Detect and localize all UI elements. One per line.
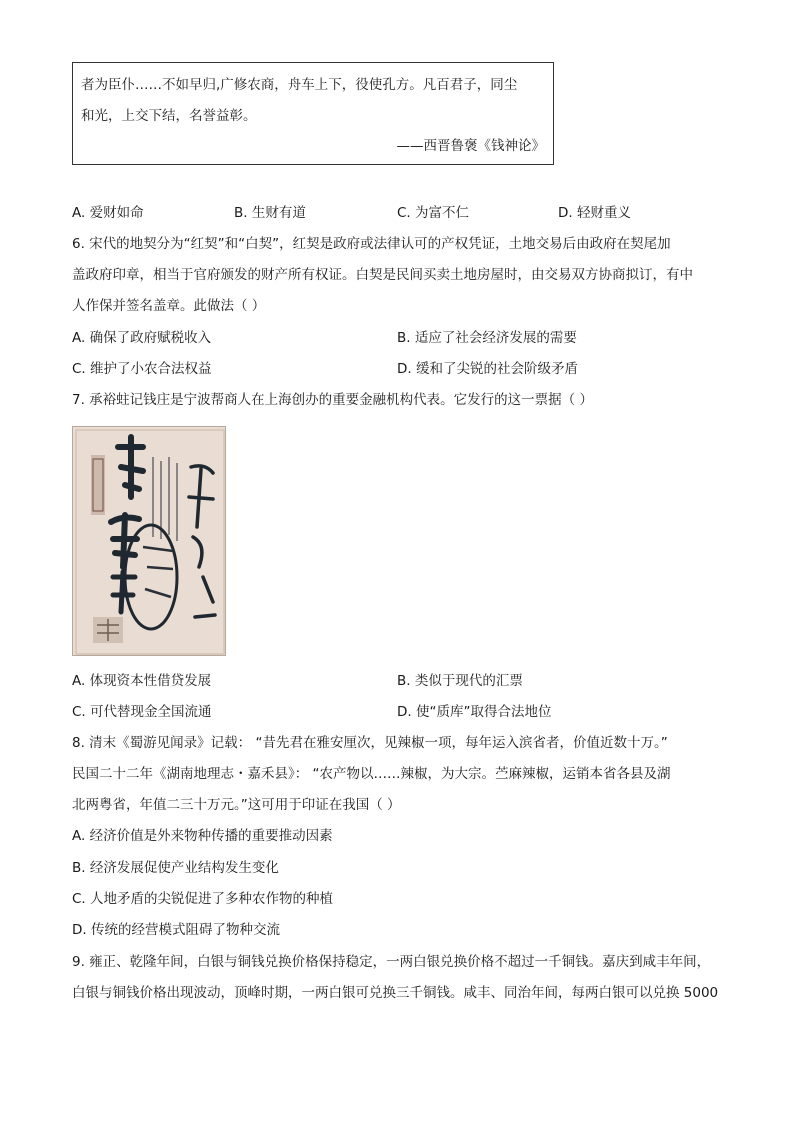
q5-option-a: A. 爱财如命 [72, 205, 144, 221]
q6-option-b: B. 适应了社会经济发展的需要 [397, 330, 577, 346]
q6-stem-line-2: 盖政府印章，相当于官府颁发的财产所有权证。白契是民间买卖土地房屋时，由交易双方协商拟订，有中 [72, 267, 693, 283]
q9-stem-line-1: 9. 雍正、乾隆年间，白银与铜钱兑换价格保持稳定，一两白银兑换价格不超过一千铜钱。嘉庆到咸丰年间， [72, 954, 711, 970]
quote-line-1: 者为臣仆……不如早归,广修农商，舟车上下，役使孔方。凡百君子，同尘 [81, 77, 518, 93]
q6-stem-line-1: 6. 宋代的地契分为“红契”和“白契”，红契是政府或法律认可的产权凭证，土地交易后由政府在契尾加 [72, 236, 671, 252]
q8-stem-line-2: 民国二十二年《湖南地理志・嘉禾县》： “农产物以……辣椒，为大宗。苎麻辣椒，运销本省各县及湖 [72, 766, 671, 782]
q9-stem-line-2: 白银与铜钱价格出现波动，顶峰时期，一两白银可兑换三千铜钱。咸丰、同治年间，每两白银可以兑换 5000 [72, 985, 719, 1001]
q8-stem-line-3: 北两粤省，年值二三十万元。”这可用于印证在我国（ ） [72, 797, 401, 813]
q8-option-a: A. 经济价值是外来物种传播的重要推动因素 [72, 828, 333, 844]
q8-option-d: D. 传统的经营模式阻碍了物种交流 [72, 922, 280, 938]
q5-option-d: D. 轻财重义 [558, 205, 631, 221]
q8-option-b: B. 经济发展促使产业结构发生变化 [72, 860, 279, 876]
q8-option-c: C. 人地矛盾的尖锐促进了多种农作物的种植 [72, 891, 334, 907]
q5-option-b: B. 生财有道 [234, 205, 306, 221]
bill-illustration [73, 427, 226, 656]
q7-option-d: D. 使“质库”取得合法地位 [397, 704, 552, 720]
q7-option-b: B. 类似于现代的汇票 [397, 673, 523, 689]
q5-option-c: C. 为富不仁 [397, 205, 470, 221]
q6-option-c: C. 维护了小农合法权益 [72, 361, 212, 377]
q6-stem-line-3: 人作保并签名盖章。此做法（ ） [72, 298, 266, 314]
q8-stem-line-1: 8. 清末《蜀游见闻录》记载： “昔先君在雅安厘次，见辣椒一项，每年运入滨省者，价值近数十万。” [72, 735, 668, 751]
q6-option-d: D. 缓和了尖锐的社会阶级矛盾 [397, 361, 578, 377]
q6-option-a: A. 确保了政府赋税收入 [72, 330, 212, 346]
quote-source: ——西晋鲁褒《钱神论》 [396, 138, 545, 154]
quote-line-2: 和光，上交下结，名誉益彰。 [81, 108, 257, 124]
qianzhuang-bill-image [72, 426, 226, 656]
q7-option-a: A. 体现资本性借贷发展 [72, 673, 212, 689]
q7-stem: 7. 承裕蛀记钱庄是宁波帮商人在上海创办的重要金融机构代表。它发行的这一票据（ ） [72, 392, 593, 408]
quote-box [72, 62, 554, 165]
q7-option-c: C. 可代替现金全国流通 [72, 704, 212, 720]
